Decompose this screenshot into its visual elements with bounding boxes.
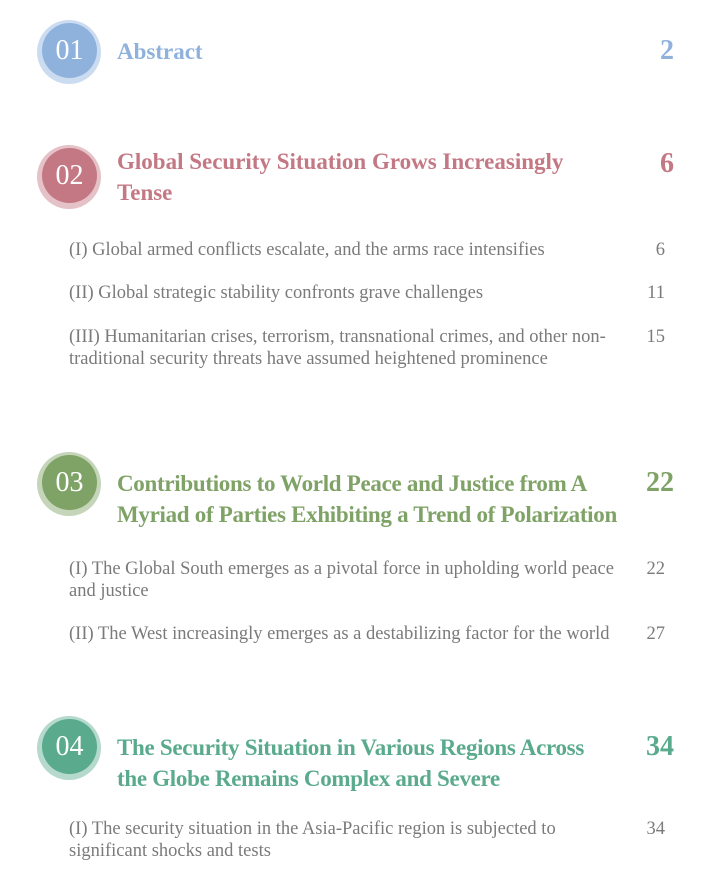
toc-entry-page[interactable]: 6 bbox=[655, 240, 665, 260]
toc-entry-page[interactable]: 22 bbox=[646, 559, 665, 579]
toc-entry-page[interactable]: 34 bbox=[646, 819, 665, 839]
section-title[interactable]: Global Security Situation Grows Increasingly Tense bbox=[117, 149, 564, 205]
section-number-badge bbox=[37, 145, 101, 209]
section-number: 03 bbox=[42, 455, 97, 510]
section-title[interactable]: The Security Situation in Various Regions Across the Globe Remains Complex and Severe bbox=[117, 735, 584, 791]
toc-entry[interactable]: (I) Global armed conflicts escalate, and the arms race intensifies bbox=[69, 240, 545, 260]
section-page-number[interactable]: 22 bbox=[646, 467, 674, 498]
section-page-number[interactable]: 2 bbox=[660, 35, 674, 66]
section-number: 04 bbox=[42, 719, 97, 774]
section-page-number[interactable]: 6 bbox=[660, 148, 674, 179]
section-number-badge bbox=[37, 20, 101, 84]
toc-entry[interactable]: (II) The West increasingly emerges as a destabilizing factor for the world bbox=[69, 624, 610, 644]
toc-entry[interactable]: (II) Global strategic stability confronts grave challenges bbox=[69, 283, 484, 303]
toc-entry-page[interactable]: 15 bbox=[646, 327, 665, 347]
section-page-number[interactable]: 34 bbox=[646, 731, 674, 762]
toc-entry-page[interactable]: 11 bbox=[647, 283, 665, 303]
toc-entry[interactable]: (III) Humanitarian crises, terrorism, transnational crimes, and other non-traditional security threats have assumed heightened prominence bbox=[69, 327, 606, 369]
toc-entry-page[interactable]: 27 bbox=[646, 624, 665, 644]
section-title[interactable]: Contributions to World Peace and Justice from A Myriad of Parties Exhibiting a Trend of Polarization bbox=[117, 471, 617, 527]
section-number-badge bbox=[37, 452, 101, 516]
section-number: 01 bbox=[42, 23, 97, 78]
toc-entry[interactable]: (I) The Global South emerges as a pivotal force in upholding world peace and justice bbox=[69, 559, 614, 601]
section-number: 02 bbox=[42, 148, 97, 203]
toc-entry[interactable]: (I) The security situation in the Asia-Pacific region is subjected to significant shocks and tests bbox=[69, 819, 556, 861]
section-number-badge bbox=[37, 716, 101, 780]
section-title[interactable]: Abstract bbox=[117, 39, 203, 64]
